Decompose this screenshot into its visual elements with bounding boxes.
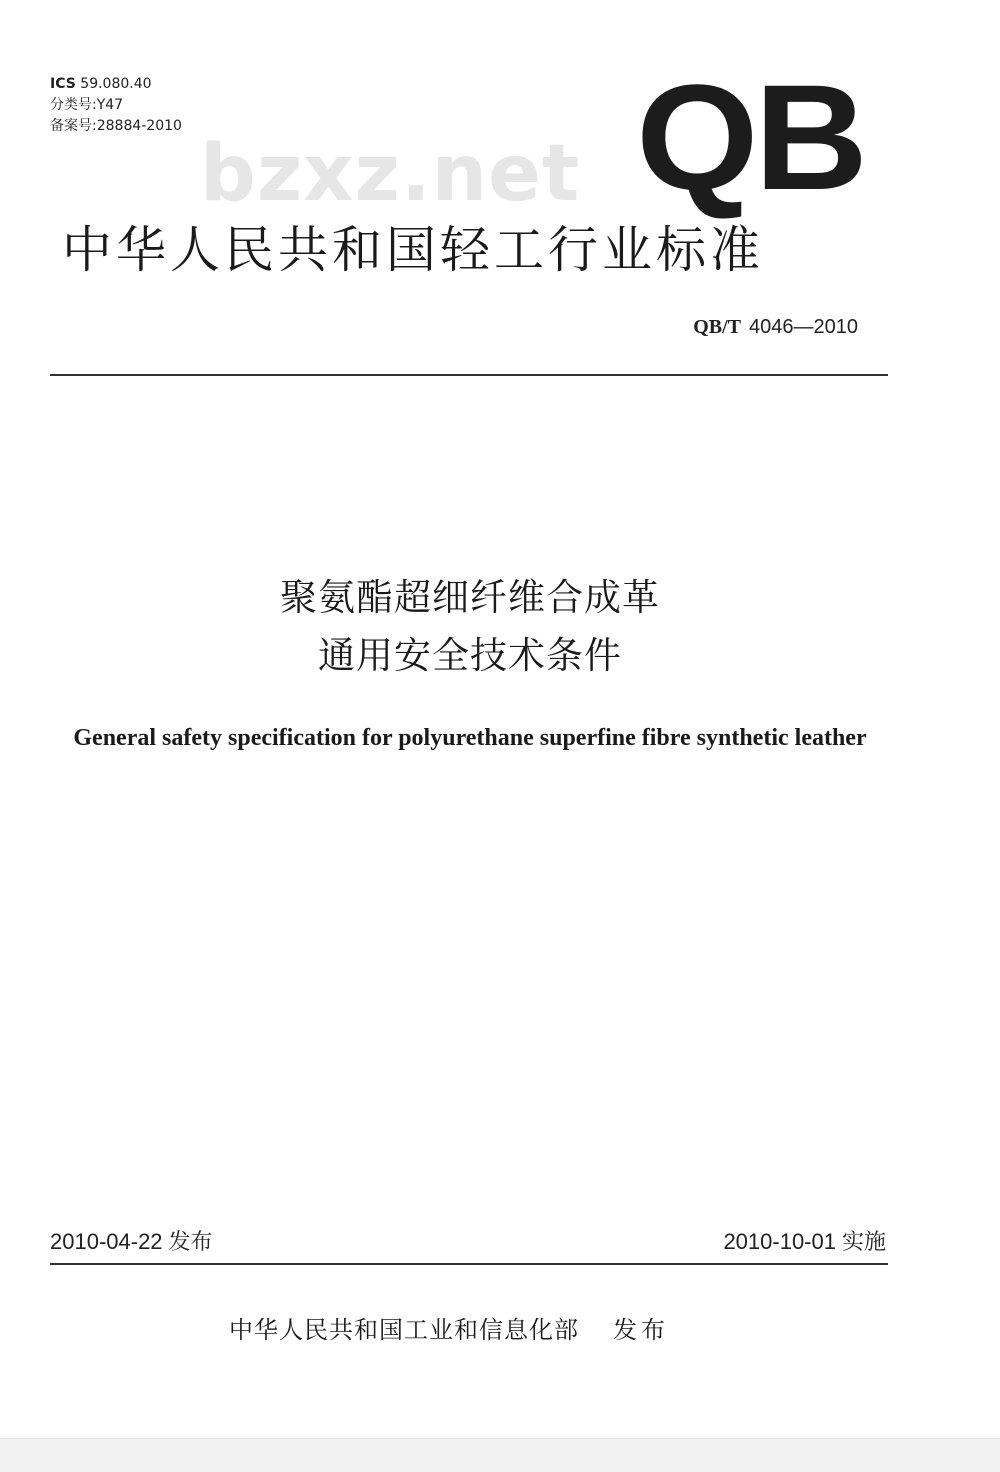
publisher-line [229,1313,669,1347]
qb-logo: QB [636,53,864,221]
implementation-date: 2010-10-01 [723,1229,836,1254]
top-divider [50,374,888,376]
implementation-word: 实施 [841,1230,886,1255]
class-label: 分类号: [50,97,97,113]
ics-label: ICS [50,76,76,92]
publisher-action: 发布 [613,1316,669,1344]
bottom-divider [50,1263,888,1265]
standard-title: 中华人民共和国轻工行业标准 [62,221,764,279]
record-line [50,116,182,137]
publisher-org: 中华人民共和国工业和信息化部 [229,1316,579,1344]
class-value: Y47 [96,97,124,113]
issue-word: 发布 [168,1230,213,1255]
ics-value: 59.080.40 [80,76,152,92]
standard-code-prefix: QB/T [693,316,742,338]
viewer-bottom-band [0,1438,1000,1472]
document-title-cn-line2: 通用安全技术条件 [318,634,622,677]
standard-code-number: 4046—2010 [749,316,858,338]
implementation-date-block [723,1227,886,1258]
class-line [50,95,182,116]
issue-date-block [50,1227,213,1258]
document-title-en: General safety specification for polyurethane superfine fibre synthetic leather [73,725,867,751]
classification-block [50,74,182,137]
watermark: bzxz.net [200,129,581,219]
record-label: 备案号: [50,118,97,134]
issue-date: 2010-04-22 [50,1229,163,1254]
document-title-cn-line1: 聚氨酯超细纤维合成革 [280,576,660,619]
ics-line [50,74,182,95]
standard-code [693,312,858,341]
record-value: 28884-2010 [96,118,182,134]
